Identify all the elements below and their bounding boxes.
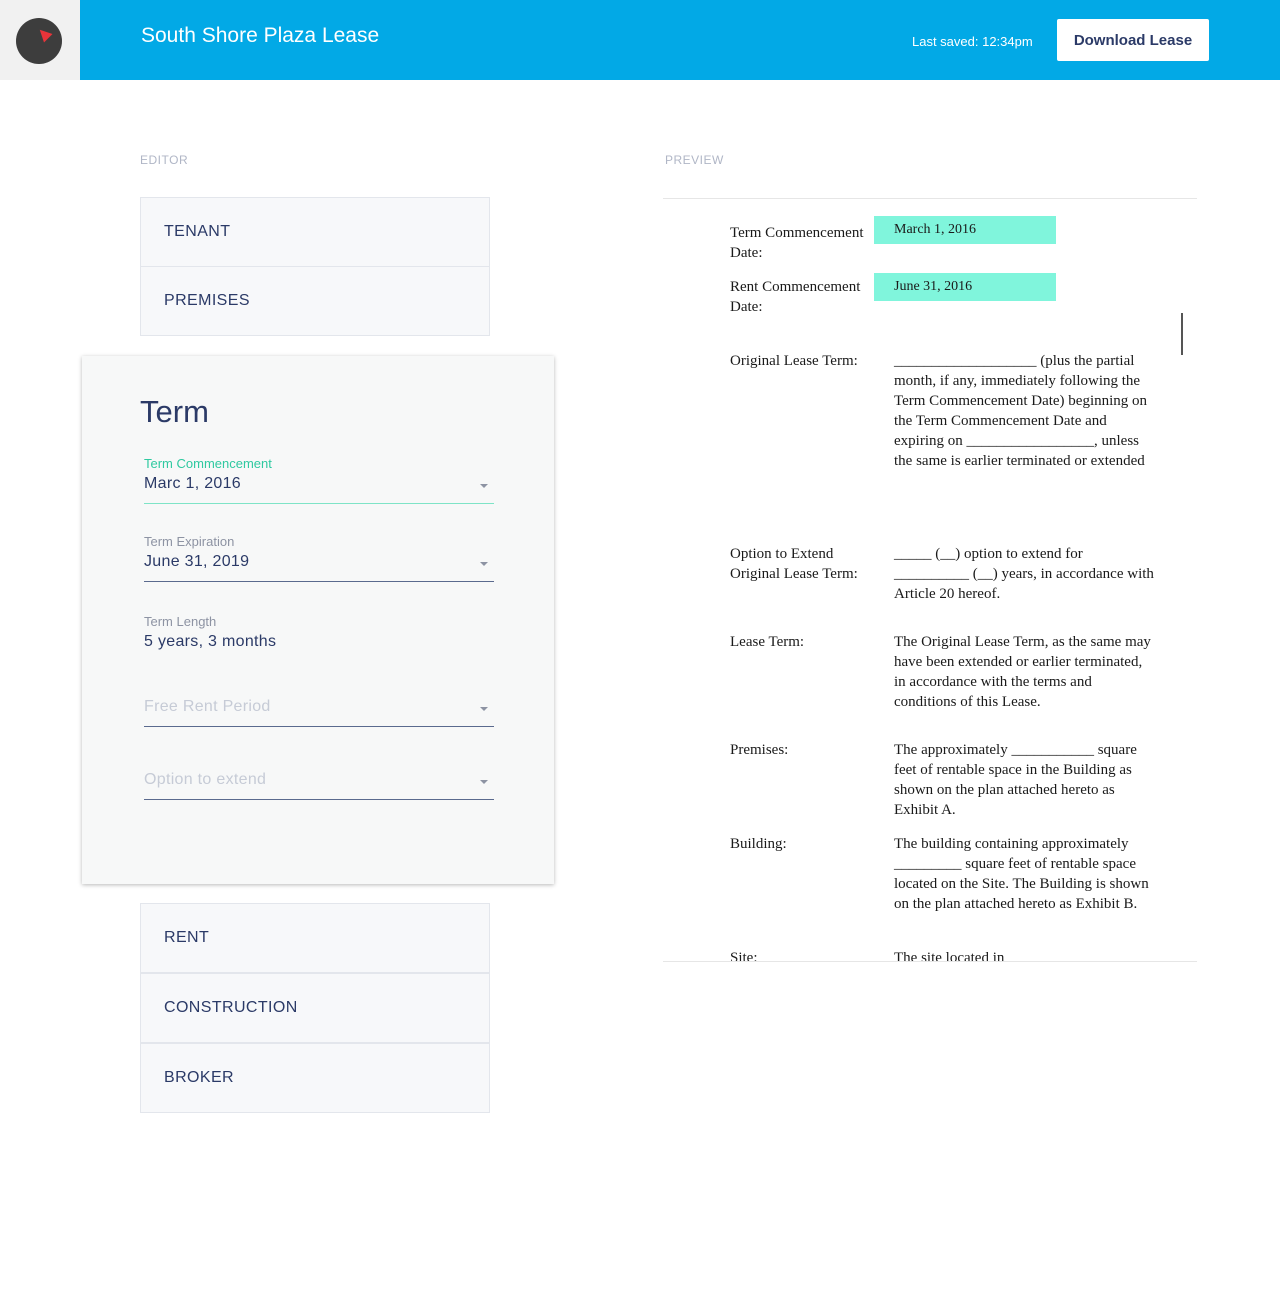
option-to-extend-select[interactable] xyxy=(144,771,494,800)
logo-area[interactable] xyxy=(0,0,80,80)
preview-premises-label: Premises: xyxy=(730,742,789,758)
preview-rent-commencement-label: Rent Commencement Date: xyxy=(730,279,861,315)
section-broker-label: BROKER xyxy=(164,1069,234,1086)
preview-premises-text: The approximately ___________ square feet of rentable space in the Building as shown on the plan attached hereto as Exhibit A. xyxy=(894,742,1137,818)
term-expiration-label: Term Expiration xyxy=(144,534,235,549)
term-length-value: 5 years, 3 months xyxy=(144,633,277,650)
section-rent-label: RENT xyxy=(164,929,210,946)
section-tenant[interactable] xyxy=(140,197,490,267)
section-premises[interactable] xyxy=(140,266,490,336)
term-commencement-label: Term Commencement xyxy=(144,456,272,471)
chevron-down-icon xyxy=(480,780,488,784)
section-construction[interactable] xyxy=(140,973,490,1043)
term-length-label: Term Length xyxy=(144,614,217,629)
logo-icon xyxy=(16,18,62,64)
preview-original-lease-term-label: Original Lease Term: xyxy=(730,353,858,369)
section-premises-label: PREMISES xyxy=(164,292,250,309)
term-expiration-select[interactable] xyxy=(144,553,494,582)
section-tenant-label: TENANT xyxy=(164,223,231,240)
last-saved-status: Last saved: 12:34pm xyxy=(912,34,1033,49)
preview-rent-commencement-value: June 31, 2016 xyxy=(874,273,1056,301)
logo-mark-icon xyxy=(36,26,53,43)
preview-option-label: Option to Extend Original Lease Term: xyxy=(730,546,858,582)
term-commencement-value: Marc 1, 2016 xyxy=(144,475,241,492)
preview-building-label: Building: xyxy=(730,836,787,852)
chevron-down-icon xyxy=(480,707,488,711)
section-construction-label: CONSTRUCTION xyxy=(164,999,298,1016)
download-lease-button[interactable]: Download Lease xyxy=(1057,19,1209,61)
term-commencement-select[interactable] xyxy=(144,475,494,504)
preview-option-text: _____ (__) option to extend for __________ (__) years, in accordance with Article 20 hereof. xyxy=(894,546,1154,602)
term-length-field xyxy=(144,614,494,661)
term-title: Term xyxy=(140,394,209,429)
term-expiration-field xyxy=(144,534,494,582)
top-bar xyxy=(80,0,1280,80)
preview-label: PREVIEW xyxy=(665,153,724,167)
text-cursor xyxy=(1181,313,1183,355)
preview-building-text: The building containing approximately _________ square feet of rentable space located on the Site. The Building is shown on the plan attached hereto as Exhibit B. xyxy=(894,836,1149,912)
free-rent-period-placeholder: Free Rent Period xyxy=(144,698,271,715)
preview-lease-term-label: Lease Term: xyxy=(730,634,805,650)
editor-label: EDITOR xyxy=(140,153,189,167)
lease-preview[interactable] xyxy=(663,198,1197,962)
preview-original-lease-term-text: ___________________ (plus the partial month, if any, immediately following the Term Commencement Date) beginning on the Term Commencement Date and expiring on _________________, unless the same is earlier terminated or extended xyxy=(894,353,1148,469)
section-rent[interactable] xyxy=(140,903,490,973)
option-to-extend-placeholder: Option to extend xyxy=(144,771,267,788)
term-section-card xyxy=(82,356,554,884)
preview-site-text: The site located in xyxy=(894,950,1005,962)
section-broker[interactable] xyxy=(140,1043,490,1113)
chevron-down-icon xyxy=(480,562,488,566)
option-to-extend-field xyxy=(144,767,494,800)
chevron-down-icon xyxy=(480,484,488,488)
preview-lease-term-text: The Original Lease Term, as the same may have been extended or earlier terminated, in accordance with the terms and conditions of this Lease. xyxy=(894,634,1151,710)
document-title: South Shore Plaza Lease xyxy=(141,24,380,47)
term-commencement-field xyxy=(144,456,494,504)
preview-term-commencement-value: March 1, 2016 xyxy=(874,216,1056,244)
free-rent-period-field xyxy=(144,694,494,727)
free-rent-period-select[interactable] xyxy=(144,698,494,727)
term-expiration-value: June 31, 2019 xyxy=(144,553,250,570)
preview-site-label: Site: xyxy=(730,950,758,962)
preview-term-commencement-label: Term Commencement Date: xyxy=(730,225,864,261)
